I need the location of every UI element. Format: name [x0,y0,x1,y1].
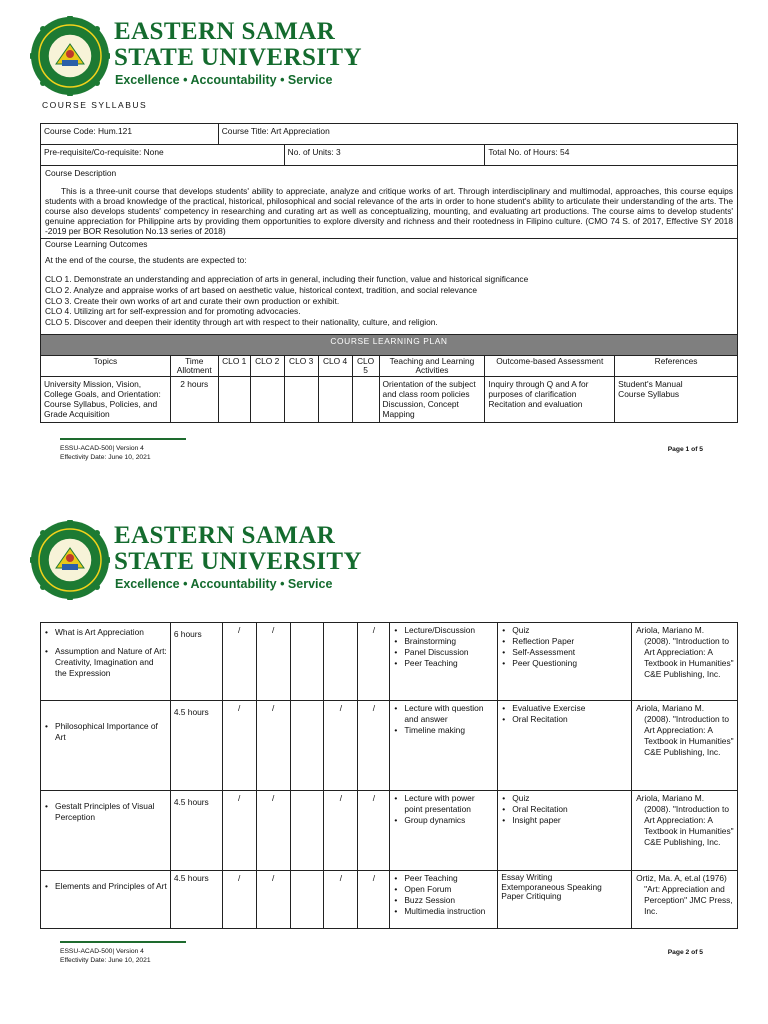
header-clo5: CLO 5 [352,355,379,376]
clo-item: CLO 4. Utilizing art for self-expression and for promoting advocacies. [45,306,301,317]
table-row [41,623,738,701]
tla-cell: • Peer Teaching • Open Forum • Buzz Session • Multimedia instruction [390,871,498,929]
clo-item: CLO 1. Demonstrate an understanding and appreciation of arts in general, including their function, value and historical significance [45,274,529,285]
header-clo4: CLO 4 [318,355,352,376]
tla-cell: • Lecture/Discussion • Brainstorming • Panel Discussion • Peer Teaching [390,623,498,701]
course-plan-table [40,622,738,929]
tla-cell: Orientation of the subject and class room policies Discussion, Concept Mapping [379,376,485,422]
clo3-check [290,623,324,701]
tla-cell: • Lecture with power point presentation • Group dynamics [390,791,498,871]
clo2-check: / [256,701,290,791]
clo1-check: / [222,701,256,791]
university-name-line2: STATE UNIVERSITY [114,548,362,575]
oba-cell: • Evaluative Exercise • Oral Recitation [498,701,632,791]
clo-title: Course Learning Outcomes [45,239,148,250]
clo2-check: / [256,623,290,701]
topic-cell: • Philosophical Importance of Art [41,701,171,791]
table-row [41,376,738,422]
syllabus-page-2 [0,508,768,1024]
clo1-check: / [222,623,256,701]
topic-cell: University Mission, Vision, College Goals, and Orientation: Course Syllabus, Policies, and Grade Acquisition [41,376,171,422]
syllabus-page-1 [0,0,768,480]
clo4-check: / [324,701,358,791]
university-motto: Excellence • Accountability • Service [115,577,333,591]
clo2-check: / [256,791,290,871]
clo3-check [290,791,324,871]
units: No. of Units: 3 [284,145,485,166]
clo-list [41,253,737,334]
reference-cell: Ariola, Mariano M. (2008). "Introduction to Art Appreciation: A Textbook in Humanities" C&E Publishing, Inc. [632,791,738,871]
clo-item: CLO 3. Create their own works of art and curate their own production or exhibit. [45,295,340,306]
description-title: Course Description [45,168,117,178]
footer-divider [60,941,186,943]
oba-cell: • Quiz • Oral Recitation • Insight paper [498,791,632,871]
clo-item: CLO 5. Discover and deepen their identity through art with respect to their nationality, culture, and religion. [45,317,438,328]
reference-cell: Ariola, Mariano M. (2008). "Introduction to Art Appreciation: A Textbook in Humanities" C&E Publishing, Inc. [632,701,738,791]
time-cell: 4.5 hours [170,791,222,871]
time-cell: 6 hours [170,623,222,701]
course-title: Course Title: Art Appreciation [218,124,737,145]
header-clo2: CLO 2 [250,355,284,376]
clo-item: CLO 2. Analyze and appraise works of art based on aesthetic value, historical context, tradition, and social relevance [45,284,478,295]
time-cell: 4.5 hours [170,701,222,791]
clo5-check: / [358,623,390,701]
course-description: This is a three-unit course that develops students' ability to appreciate, analyze and critique works of art. Through interdisciplinary and multimodal, approaches, this course equips students with a broad knowledge of the practical, historical, philosophical and social relevance of the arts in order to hone student's ability to articulate their understanding of the arts. The course also develops students' competency in researching and curating art as well as conceptualizing, mounting, and evaluating art productions. The course aims to develop students' genuine appreciation for Philippine arts by providing them opportunities to explore diversity and richness and their rootedness in Filipino culture. (CMO 74 S. of 2017, Effective SY 2018 -2019 per BOR Resolution No.13 series of 2018) [45,186,733,237]
university-name-line1: EASTERN SAMAR [114,522,336,549]
course-learning-plan-bar: COURSE LEARNING PLAN [41,334,738,355]
clo3-check [290,871,324,929]
oba-cell: Essay Writing Extemporaneous Speaking Paper Critiquing [498,871,632,929]
clo4-check: / [324,871,358,929]
university-seal-icon [30,520,110,600]
footer-meta: ESSU-ACAD-500| Version 4 Effectivity Date: June 10, 2021 [60,445,151,462]
clo1-check: / [222,871,256,929]
header-clo1: CLO 1 [218,355,250,376]
table-row [41,701,738,791]
header-references: References [615,355,738,376]
clo1-check: / [222,791,256,871]
clo4-check: / [324,791,358,871]
total-hours: Total No. of Hours: 54 [485,145,738,166]
reference-cell: Student's Manual Course Syllabus [615,376,738,422]
topic-cell: • Elements and Principles of Art [41,871,171,929]
clo5-check: / [358,791,390,871]
university-motto: Excellence • Accountability • Service [115,73,333,87]
oba-cell: Inquiry through Q and A for purposes of clarification Recitation and evaluation [485,376,615,422]
footer-divider [60,438,186,440]
page-number: Page 2 of 5 [667,949,703,956]
university-header [30,14,362,98]
header-topics: Topics [41,355,171,376]
footer-meta: ESSU-ACAD-500| Version 4 Effectivity Date: June 10, 2021 [60,948,151,965]
reference-cell: Ariola, Mariano M. (2008). "Introduction to Art Appreciation: A Textbook in Humanities" C&E Publishing, Inc. [632,623,738,701]
header-oba: Outcome-based Assessment [485,355,615,376]
clo5-check: / [358,701,390,791]
reference-cell: Ortiz, Ma. A, et.al (1976) "Art: Appreciation and Perception" JMC Press, Inc. [632,871,738,929]
clo3-check [290,701,324,791]
header-clo3: CLO 3 [284,355,318,376]
table-row [41,871,738,929]
prerequisite: Pre-requisite/Co-requisite: None [41,145,285,166]
university-seal-icon [30,16,110,96]
tla-cell: • Lecture with question and answer • Timeline making [390,701,498,791]
table-row [41,791,738,871]
time-cell: 4.5 hours [170,871,222,929]
header-time: Time Allotment [170,355,218,376]
course-code: Course Code: Hum.121 [41,124,219,145]
clo2-check: / [256,871,290,929]
university-name-line1: EASTERN SAMAR [114,18,336,45]
course-info-table [40,123,738,423]
clo-intro: At the end of the course, the students are expected to: [45,255,247,266]
page-number: Page 1 of 5 [667,446,703,453]
clo5-check: / [358,871,390,929]
document-title: COURSE SYLLABUS [42,100,148,110]
topic-cell: • Gestalt Principles of Visual Perception [41,791,171,871]
university-name-line2: STATE UNIVERSITY [114,44,362,71]
clo4-check [324,623,358,701]
time-cell: 2 hours [170,376,218,422]
topic-cell: • What is Art Appreciation • Assumption and Nature of Art: Creativity, Imagination and the Expression [41,623,171,701]
oba-cell: • Quiz • Reflection Paper • Self-Assessment • Peer Questioning [498,623,632,701]
header-tla: Teaching and Learning Activities [379,355,485,376]
university-header [30,518,362,602]
